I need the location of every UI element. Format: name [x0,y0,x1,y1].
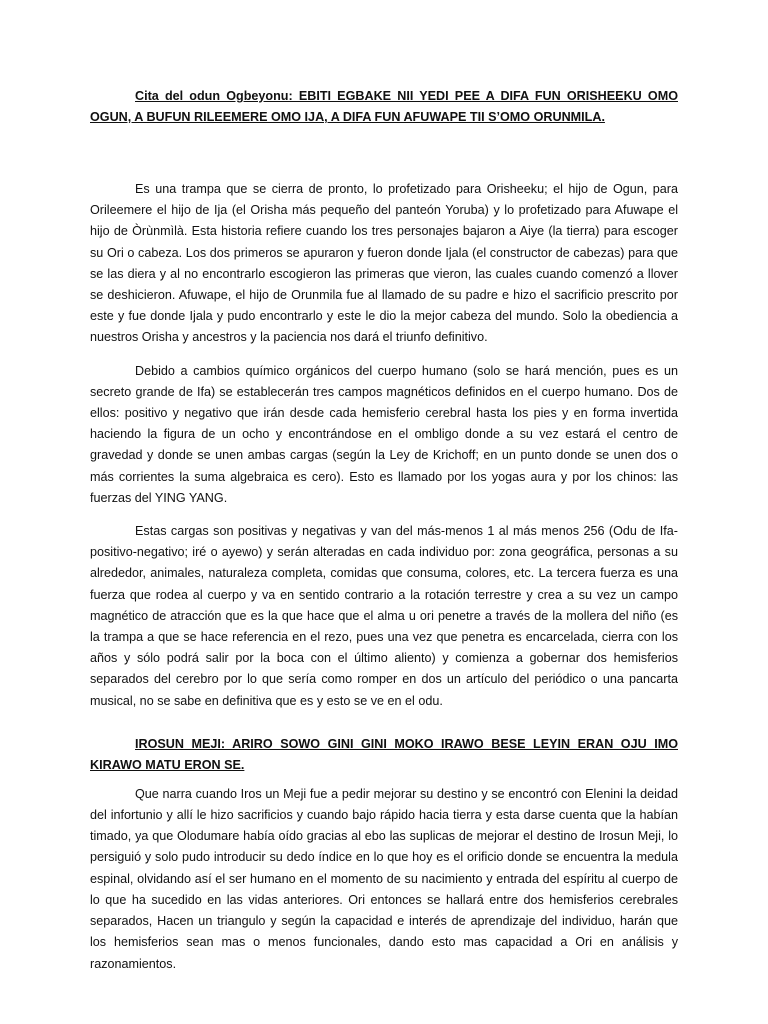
odun-ogbeyonu-heading: Cita del odun Ogbeyonu: EBITI EGBAKE NII YEDI PEE A DIFA FUN ORISHEEKU OMO OGUN, A BUFUN RILEEMERE OMO IJA, A DIFA FUN AFUWAPE TII S’OMO ORUNMILA. [90,89,678,124]
document-page [90,86,678,975]
irosun-meji-paragraph: Que narra cuando Iros un Meji fue a pedir mejorar su destino y se encontró con Elenini la deidad del infortunio y allí le hizo sacrificios y cuando bajo rápido hacia tierra y esta darse cuenta que la habían timado, ya que Olodumare había oído gracias al ebo las suplicas de mejorar el destino de Irosun Meji, lo persiguió y solo pudo introducir su dedo índice en lo que hoy es el orificio donde se encuentra la medula espinal, olvidando así el ser humano en el momento de su nacimiento y entrada del espíritu al cuerpo de lo que ha sucedido en las vidas anteriores. Ori entonces se hallará entre dos hemisferios cerebrales separados, Hacen un triangulo y según la capacidad e interés de aprendizaje del individuo, harán que los hemisferios sean mas o menos funcionales, dando esto mas capacidad a Ori en análisis y razonamientos. [90,786,678,971]
irosun-meji-heading: IROSUN MEJI: ARIRO SOWO GINI GINI MOKO IRAWO BESE LEYIN ERAN OJU IMO KIRAWO MATU ERON SE. [90,736,678,772]
trap-story-paragraph: Es una trampa que se cierra de pronto, lo profetizado para Orisheeku; el hijo de Ogun, para Orileemere el hijo de Ija (el Orisha más pequeño del panteón Yoruba) y lo profetizado para Afuwape el hijo de Òrùnmìlà. Esta historia refiere cuando los tres personajes bajaron a Aiye (la tierra) para escoger su Ori o cabeza. Los dos primeros se apuraron y fueron donde Ijala (el constructor de cabezas) para que se las diera y al no encontrarlo escogieron las primeras que vieron, las cuales cuando comenzó a llover se deshicieron. Afuwape, el hijo de Orunmila fue al llamado de su padre e hizo el sacrificio prescrito por este y fue donde Ijala y pudo encontrarlo y este le dio la mejor cabeza del mundo. Solo la obediencia a nuestros Orisha y ancestros y la paciencia nos dará el triunfo definitivo. [90,182,678,345]
charges-paragraph: Estas cargas son positivas y negativas y van del más-menos 1 al más menos 256 (Odu de Ifa-positivo-negativo; iré o ayewo) y serán alteradas en cada individuo por: zona geográfica, personas a su alrededor, animales, naturaleza completa, comidas que consuma, colores, etc. La tercera fuerza es una fuerza que rodea al cuerpo y va en sentido contrario a la rotación terrestre y crea a su vez un campo magnético de atracción que es la que hace que el alma u ori penetre a través de la mollera del niño (es la trampa a que se hace referencia en el rezo, pues una vez que penetra es encarcelada, cierra con los años y sólo podrá salir por la boca con el último aliento) y comienza a gobernar dos hemisferios separados del cerebro por lo que sería como romper en dos un artículo del periódico o una pancarta musical, no se sabe en definitiva que es y esto se ve en el odu. [90,524,678,708]
magnetic-fields-paragraph: Debido a cambios químico orgánicos del cuerpo humano (solo se hará mención, pues es un secreto grande de Ifa) se establecerán tres campos magnéticos definidos en el cuerpo humano. Dos de ellos: positivo y negativo que irán desde cada hemisferio cerebral hasta los pies y en forma invertida haciendo la figura de un ocho y encontrándose en el ombligo donde a su vez estará el centro de gravedad y donde se unen ambas cargas (según la Ley de Krichoff; en un punto donde se unen dos o más corrientes la suma algebraica es cero). Esto es llamado por los yogas aura y por los chinos: las fuerzas del YING YANG. [90,363,678,505]
